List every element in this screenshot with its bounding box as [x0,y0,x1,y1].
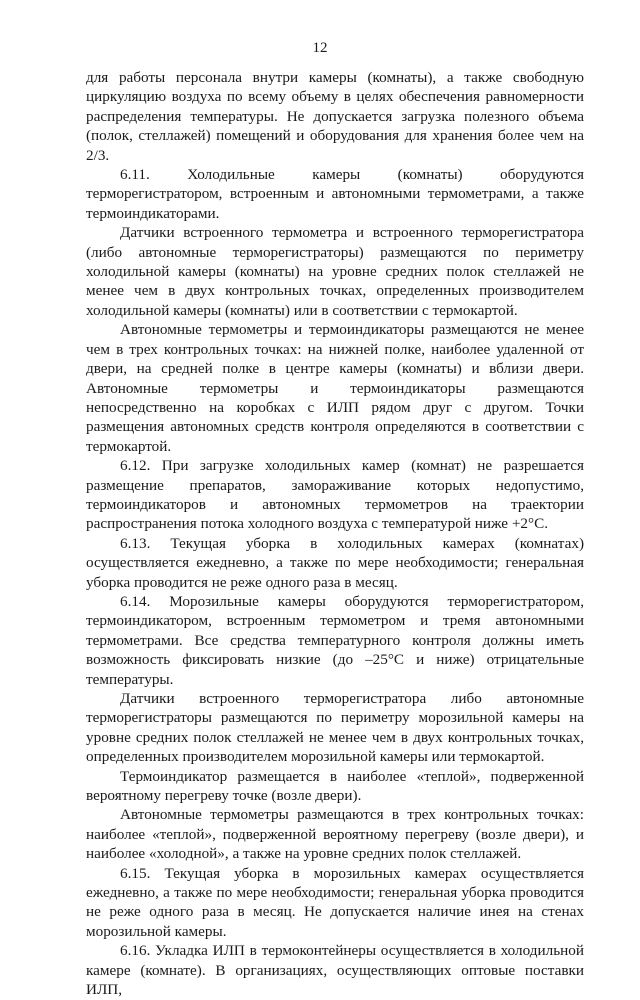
page-number: 12 [312,40,328,56]
paragraph: Термоиндикатор размещается в наиболее «теплой», подверженной вероятному перегреву точке (возле двери). [86,767,584,805]
paragraph: 6.14. Морозильные камеры оборудуются терморегистратором, термоиндикатором, встроенным термометром и тремя автономными термометрами. Все средства температурного контроля должны иметь возможность фиксировать низкие (до –25°С и ниже) отрицательные температуры. [86,592,584,688]
paragraph: для работы персонала внутри камеры (комнаты), а также свободную циркуляцию воздуха по всему объему в целях обеспечения равномерности распределения температуры. Не допускается загрузка полезного объема (полок, стеллажей) помещений и оборудования для хранения более чем на 2/3. [86,69,584,164]
paragraph: 6.11. Холодильные камеры (комнаты) оборудуются терморегистратором, встроенным и автономными термометрами, а также термоиндикаторами. [86,166,584,222]
paragraph: Автономные термометры и термоиндикаторы размещаются не менее чем в трех контрольных точках: на нижней полке, наиболее удаленной от двери, на средней полке в центре камеры (комнаты) и вблизи двери. Автономные термометры и термоиндикаторы размещаются непосредственно на коробках с ИЛП рядом друг с другом. Точки размещения автономных средств контроля определяются в соответствии с термокартой. [86,321,584,455]
paragraph: 6.16. Укладка ИЛП в термоконтейнеры осуществляется в холодильной камере (комнате). В организациях, осуществляющих оптовые поставки ИЛП, [86,942,584,999]
paragraph: Датчики встроенного термометра и встроенного терморегистратора (либо автономные терморегистраторы) размещаются по периметру холодильной камеры (комнаты) на уровне средних полок стеллажей не менее чем в двух контрольных точках, определенных производителем холодильной камеры (комнаты) или в соответствии с термокартой. [86,224,584,319]
paragraph: 6.13. Текущая уборка в холодильных камерах (комнатах) осуществляется ежедневно, а также по мере необходимости; генеральная уборка проводится не реже одного раза в месяц. [86,534,584,591]
paragraph: 6.15. Текущая уборка в морозильных камерах осуществляется ежедневно, а также по мере необходимости; генеральная уборка проводится не реже одного раза в месяц. Не допускается наличие инея на стенах морозильной камеры. [86,864,584,940]
paragraph: 6.12. При загрузке холодильных камер (комнат) не разрешается размещение препаратов, замораживание которых недопустимо, термоиндикаторов и автономных термометров на траектории распространения потока холодного воздуха с температурой ниже +2°С. [86,457,584,533]
document-body [86,68,584,1000]
paragraph: Автономные термометры размещаются в трех контрольных точках: наиболее «теплой», подверженной вероятному перегреву (возле двери), и наиболее «холодной», а также на уровне средних полок стеллажей. [86,806,584,863]
paragraph: Датчики встроенного терморегистратора либо автономные терморегистраторы размещаются по периметру морозильной камеры на уровне средних полок стеллажей не менее чем в двух контрольных точках, определенных производителем морозильной камеры или термокартой. [86,690,584,766]
